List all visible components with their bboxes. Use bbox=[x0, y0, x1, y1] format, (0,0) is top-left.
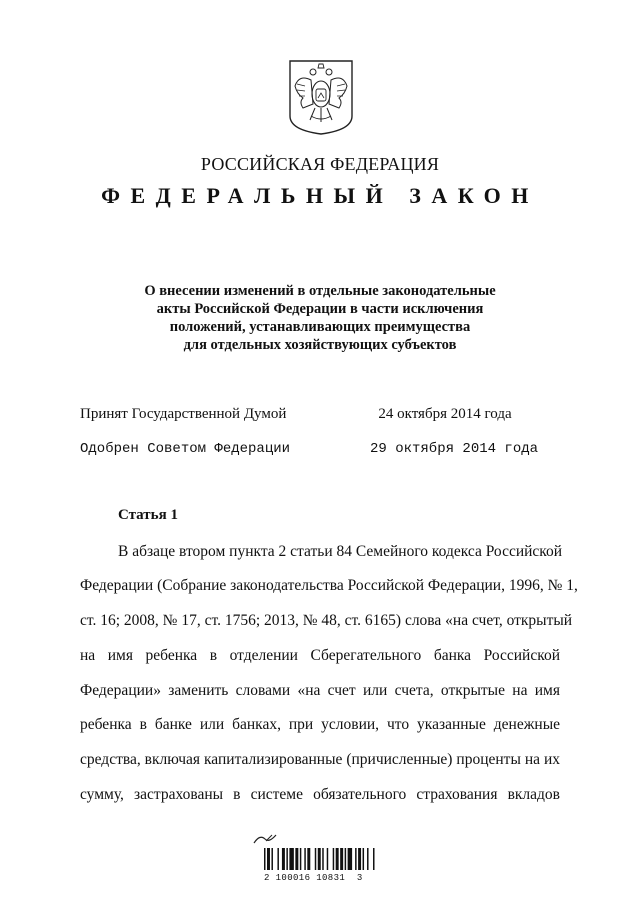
barcode bbox=[264, 848, 376, 870]
barcode-bar bbox=[271, 848, 272, 870]
barcode-bar bbox=[345, 848, 346, 870]
barcode-bar bbox=[318, 848, 321, 870]
subject-line: акты Российской Федерации в части исключения bbox=[156, 301, 484, 317]
coat-of-arms-emblem bbox=[287, 58, 355, 136]
barcode-bar bbox=[358, 848, 361, 870]
duma-adoption-date: 24 октября 2014 года bbox=[378, 406, 512, 422]
article-text-line: на имя ребенка в отделении Сберегательного банка Российской bbox=[80, 647, 560, 664]
barcode-bar bbox=[295, 848, 298, 870]
barcode-bar bbox=[264, 848, 265, 870]
barcode-bar bbox=[315, 848, 316, 870]
subject-line: О внесении изменений в отдельные законодательные bbox=[144, 283, 496, 299]
duma-adoption-label: Принят Государственной Думой bbox=[80, 406, 287, 422]
barcode-bar bbox=[322, 848, 323, 870]
barcode-bar bbox=[348, 848, 352, 870]
barcode-bar bbox=[300, 848, 301, 870]
subject-line: положений, устанавливающих преимущества bbox=[169, 319, 471, 335]
article-text-line: средства, включая капитализированные (причисленные) проценты на их bbox=[80, 751, 560, 768]
council-approval-label: Одобрен Советом Федерации bbox=[80, 441, 291, 457]
article-text-line: сумму, застрахованы в системе обязательного страхования вкладов bbox=[80, 786, 560, 803]
law-type-heading: ФЕДЕРАЛЬНЫЙ ЗАКОН bbox=[101, 183, 539, 208]
article-title: Статья 1 bbox=[118, 507, 178, 523]
barcode-bar bbox=[333, 848, 334, 870]
barcode-bar bbox=[277, 848, 278, 870]
barcode-bar bbox=[286, 848, 287, 870]
barcode-bar bbox=[327, 848, 328, 870]
law-subject-title bbox=[120, 282, 520, 354]
barcode-bar bbox=[282, 848, 285, 870]
barcode-bar bbox=[363, 848, 364, 870]
council-approval-date: 29 октября 2014 года bbox=[370, 441, 539, 457]
subject-line: для отдельных хозяйствующих субъектов bbox=[183, 337, 457, 353]
signature-mark-icon bbox=[252, 832, 278, 846]
article-text-line: Федерации (Собрание законодательства Российской Федерации, 1996, № 1, bbox=[80, 577, 578, 594]
article-text-line: ребенка в банке или банках, при условии, что указанные денежные bbox=[80, 716, 560, 733]
barcode-bar bbox=[373, 848, 374, 870]
barcode-bar bbox=[336, 848, 339, 870]
barcode-number: 2 100016 10831 3 bbox=[264, 873, 363, 883]
barcode-bar bbox=[307, 848, 310, 870]
barcode-bar bbox=[355, 848, 356, 870]
barcode-bar bbox=[267, 848, 270, 870]
country-name: РОССИЙСКАЯ ФЕДЕРАЦИЯ bbox=[200, 154, 440, 174]
article-text-line: ст. 16; 2008, № 17, ст. 1756; 2013, № 48, ст. 6165) слова «на счет, открытый bbox=[80, 612, 573, 629]
barcode-bar bbox=[367, 848, 368, 870]
barcode-bar bbox=[289, 848, 293, 870]
barcode-bar bbox=[304, 848, 305, 870]
article-text-line: Федерации» заменить словами «на счет или счета, открытые на имя bbox=[80, 682, 560, 699]
barcode-bar bbox=[340, 848, 343, 870]
article-text-line: В абзаце втором пункта 2 статьи 84 Семейного кодекса Российской bbox=[118, 543, 563, 560]
